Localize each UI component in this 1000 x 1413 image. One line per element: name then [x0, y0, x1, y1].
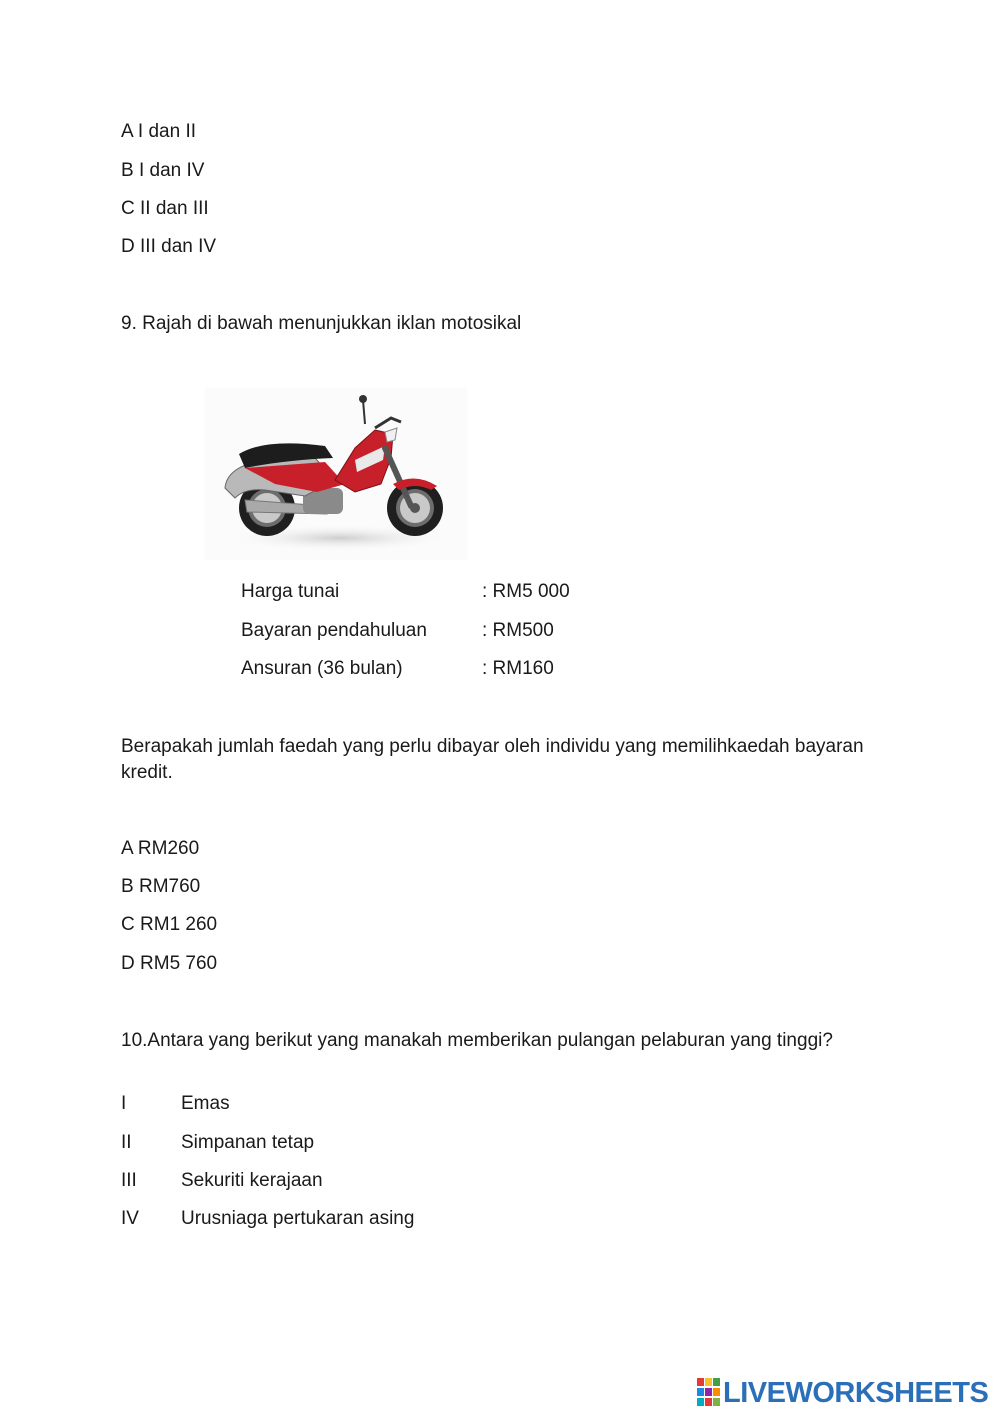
item-text: Sekuriti kerajaan — [181, 1170, 323, 1191]
liveworksheets-logo-text: LIVEWORKSHEETS — [723, 1377, 989, 1409]
q9-option-c: C RM1 260 — [121, 914, 218, 935]
prev-option-d: D III dan IV — [121, 236, 217, 257]
q10-item-3 — [121, 1169, 521, 1193]
question-9-title: 9. Rajah di bawah menunjukkan iklan motosikal — [121, 313, 522, 334]
roman-numeral: I — [121, 1093, 127, 1114]
motorcycle-image — [205, 388, 467, 560]
roman-numeral: II — [121, 1132, 132, 1153]
price-label: Ansuran (36 bulan) — [241, 658, 403, 679]
roman-numeral: IV — [121, 1208, 139, 1229]
question-10-title: 10.Antara yang berikut yang manakah memberikan pulangan pelaburan yang tinggi? — [121, 1030, 833, 1051]
price-row-downpayment — [241, 619, 641, 643]
q9-option-b: B RM760 — [121, 876, 201, 897]
price-label: Bayaran pendahuluan — [241, 620, 427, 641]
q10-item-1 — [121, 1092, 521, 1116]
item-text: Urusniaga pertukaran asing — [181, 1208, 415, 1229]
q10-item-4 — [121, 1207, 521, 1231]
liveworksheets-logo — [697, 1376, 997, 1410]
item-text: Simpanan tetap — [181, 1132, 315, 1153]
price-value: : RM160 — [482, 658, 554, 679]
prev-option-b: B I dan IV — [121, 160, 205, 181]
item-text: Emas — [181, 1093, 230, 1114]
price-label: Harga tunai — [241, 581, 340, 602]
q9-option-a: A RM260 — [121, 838, 200, 859]
price-value: : RM5 000 — [482, 581, 570, 602]
question-9-text: Berapakah jumlah faedah yang perlu dibayar oleh individu yang memilihkaedah bayaran kredit. — [121, 736, 864, 783]
q10-item-2 — [121, 1131, 521, 1155]
prev-option-c: C II dan III — [121, 198, 209, 219]
price-row-installment — [241, 657, 641, 681]
liveworksheets-logo-icon — [697, 1378, 721, 1408]
price-row-cash — [241, 580, 641, 604]
price-value: : RM500 — [482, 620, 554, 641]
prev-option-a: A I dan II — [121, 121, 197, 142]
roman-numeral: III — [121, 1170, 137, 1191]
q9-option-d: D RM5 760 — [121, 953, 218, 974]
